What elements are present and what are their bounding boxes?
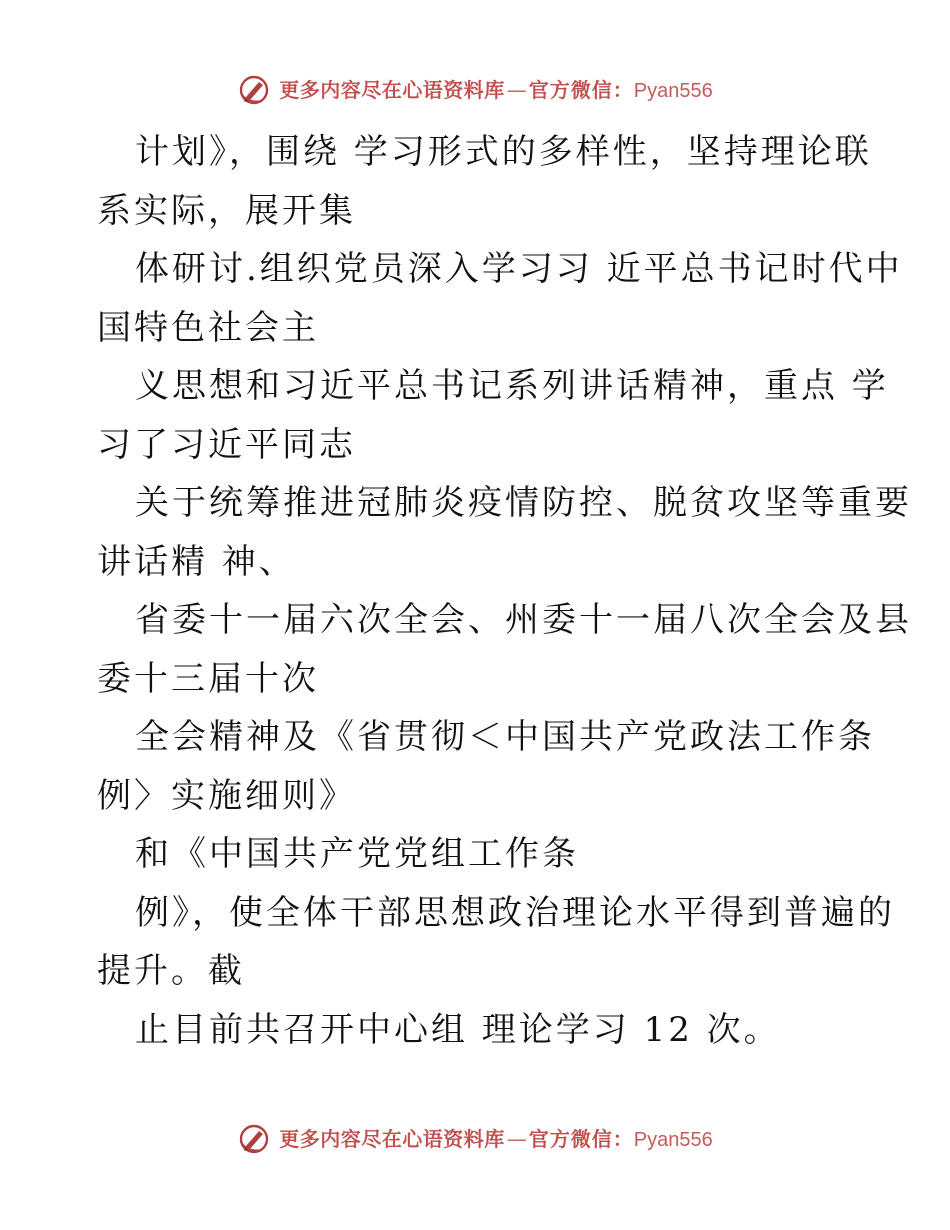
paragraph-line [97,825,857,884]
paragraph-line [97,182,857,241]
paragraph-text: 省委十一届六次全会、州委十一届八次全会及县 [135,600,912,640]
paragraph-line [97,884,895,943]
paragraph-line [97,533,857,592]
watermark-wechat-label: 官方微信： [528,1126,634,1151]
watermark-text [279,1126,713,1151]
paragraph-line [97,767,857,826]
watermark-separator: — [506,1126,527,1151]
watermark-library-text: 更多内容尽在心语资料库 [279,1126,505,1151]
document-body [97,123,912,1059]
paragraph-text: 提升。截 [97,951,245,991]
paragraph-text: 讲话精 神、 [97,541,296,582]
header-watermark [0,68,950,112]
paragraph-text: 例〉实施细则》 [97,775,356,816]
paragraph-text: 义思想和习近平总书记系列讲话精神，重点 学 [135,366,889,406]
footer-watermark [0,1117,950,1161]
watermark-library-text: 更多内容尽在心语资料库 [279,77,505,102]
paragraph-line [97,708,875,767]
watermark-text [279,77,713,102]
paragraph-text: 系实际，展开集 [97,190,356,231]
pen-logo-icon [237,73,271,107]
paragraph-text: 全会精神及《省贯彻＜中国共产党政法工作条 [135,717,875,757]
paragraph-text: 委十三届十次 [97,658,319,699]
watermark-separator: — [506,77,527,102]
paragraph-text: 计划》，围绕 学习形式的多样性，坚持理论联 [135,132,872,172]
paragraph-line [97,240,903,299]
paragraph-line [97,1001,857,1060]
paragraph-line [97,591,912,650]
watermark-wechat-label: 官方微信： [528,77,634,102]
paragraph-line [97,123,872,182]
watermark-wechat-id: Pyan556 [633,79,713,102]
paragraph-text: 国特色社会主 [97,307,319,348]
paragraph-text: 例》，使全体干部思想政治理论水平得到普遍的 [135,892,895,933]
paragraph-line [97,474,912,533]
paragraph-line [97,942,857,1001]
paragraph-line [97,416,857,475]
paragraph-line [97,299,857,358]
paragraph-text: 止目前共召开中心组 理论学习 12 次。 [135,1009,781,1050]
pen-logo-icon [237,1122,271,1156]
paragraph-text: 体研讨.组织党员深入学习习 近平总书记时代中 [135,249,903,289]
paragraph-text: 习了习近平同志 [97,424,356,465]
paragraph-line [97,650,857,709]
paragraph-line [97,357,889,416]
watermark-wechat-id: Pyan556 [633,1128,713,1151]
paragraph-text: 关于统筹推进冠肺炎疫情防控、脱贫攻坚等重要 [135,483,912,523]
paragraph-text: 和《中国共产党党组工作条 [135,834,579,874]
